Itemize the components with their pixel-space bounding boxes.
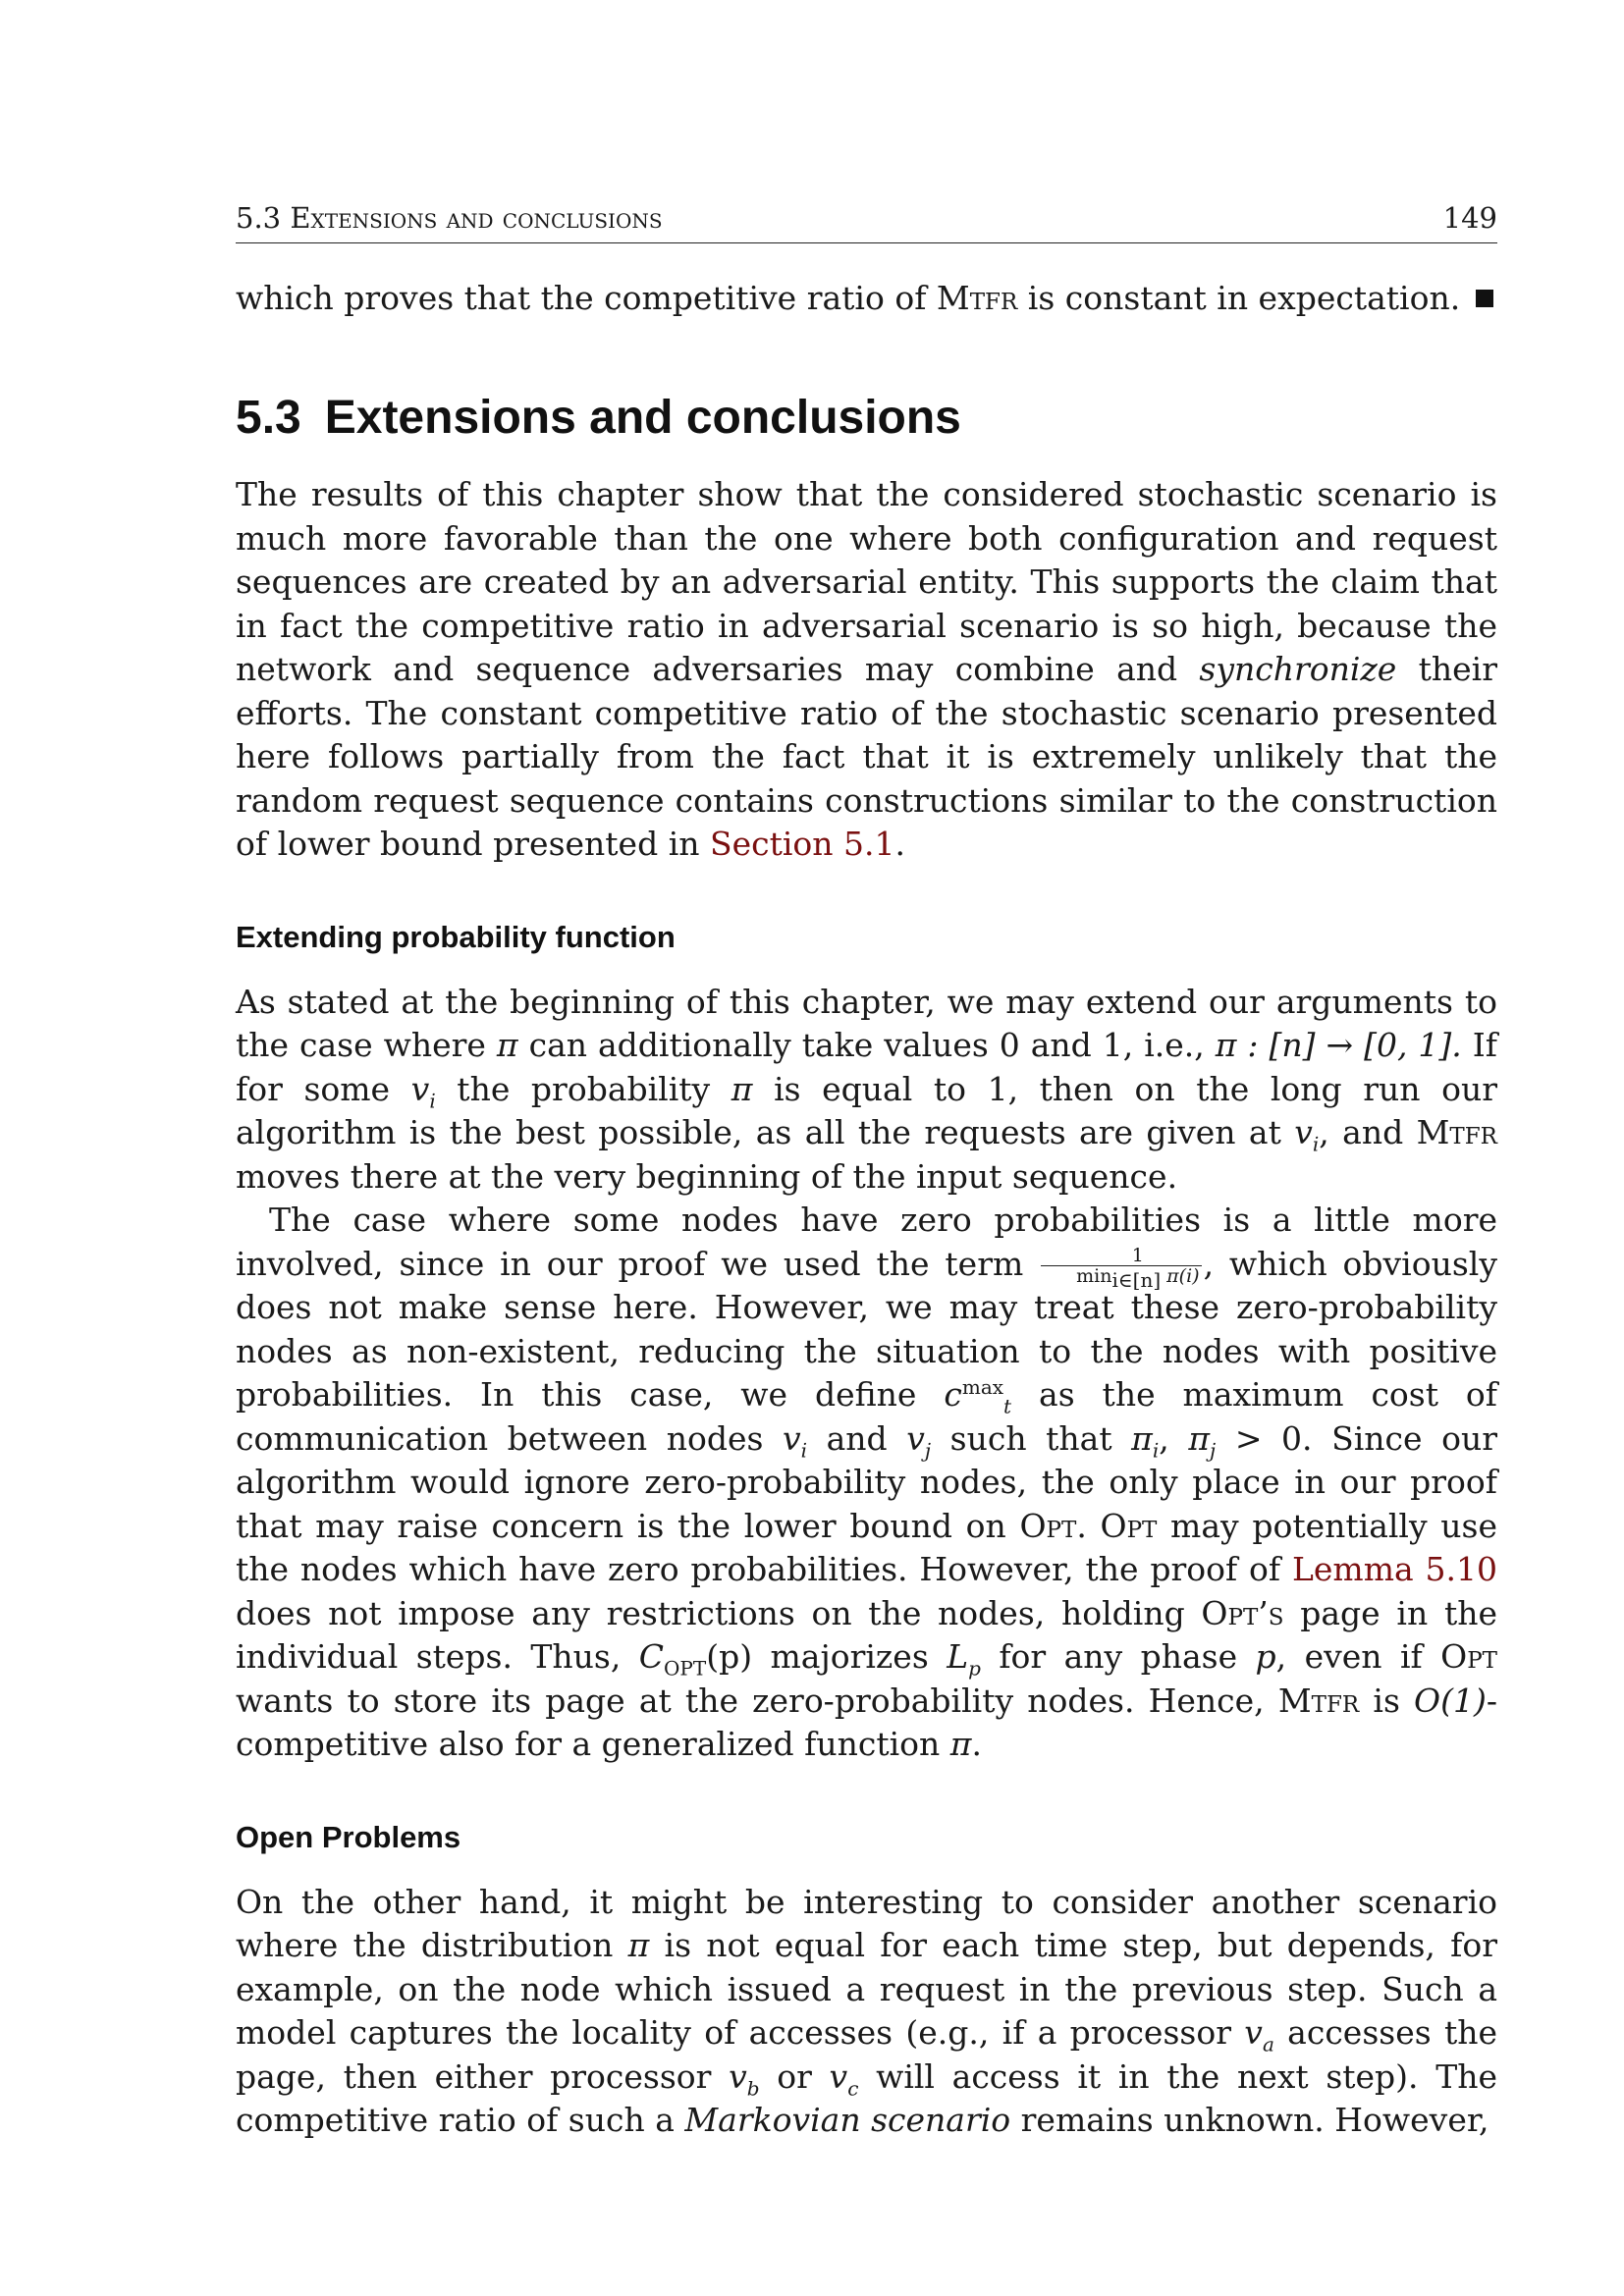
subheading-open-problems: Open Problems (236, 1819, 461, 1854)
paragraph-zero-probability: The case where some nodes have zero probabilities is a little more involved, since in our proof we used the term $\frac{1}{\min_{i\in[n]} \pi(i)}$ , which obviously does not make sense here. However, we may treat these zero-probability nodes as non-existent, reducing the situation to the nodes with positive probabilities. In this case, we define $c^{max}_t$ as the maximum cost of communication between nodes $v_i$ and $v_j$ such that $\pi_i$, $\pi_j > 0$. Since our algorithm would ignore zero-probability nodes, the only place in our proof that may raise concern is the lower bound on Opt. Opt may potentially use the nodes which have zero probabilities. However, the proof of Lemma 5.10 does not impose any restrictions on the nodes, holding Opt’s page in the individual steps. Thus, $C_{OPT}(p)$ majorizes $L_p$ for any phase p, even if Opt wants to store its page at the zero-probability nodes. Hence, Mtfr is O(1)-competitive also for a generalized function π. (236, 1201, 1498, 1763)
proof-end-line (236, 277, 1497, 320)
header-section: 5.3 Extensions and conclusions (236, 201, 663, 235)
lemma-5-10-link[interactable]: Lemma 5.10 (1291, 1550, 1497, 1588)
section-title: Extensions and conclusions (324, 392, 961, 444)
paragraph-extending: As stated at the beginning of this chapter, we may extend our arguments to the case where π can additionally take values 0 and 1, i.e., π : [n] → [0, 1]. If for some $v_i$ the probability π is equal to 1, then on the long run our algorithm is the best possible, as all the requests are given at $v_i$, and Mtfr moves there at the very beginning of the input sequence. (236, 982, 1498, 1196)
section-number: 5.3 (236, 392, 301, 444)
subheading-extending: Extending probability function (236, 919, 676, 954)
page (236, 201, 1497, 2143)
paragraph-results: The results of this chapter show that the considered stochastic scenario is much more favorable than the one where both configuration and request sequences are created by an adversarial entity. This supports the claim that in fact the competitive ratio in adversarial scenario is so high, because the network and sequence adversaries may combine and synchronize their efforts. The constant competitive ratio of the stochastic scenario presented here follows partially from the fact that it is extremely unlikely that the random request sequence contains constructions similar to the construction of lower bound presented in Section 5.1. (236, 475, 1497, 863)
proof-end-text: which proves that the competitive ratio of Mtfr is constant in expectation. (236, 279, 1461, 317)
paragraph-open-problems: On the other hand, it might be interesting to consider another scenario where the distribution π is not equal for each time step, but depends, for example, on the node which issued a request in the previous step. Such a model captures the locality of accesses (e.g., if a processor $v_a$ accesses the page, then either processor $v_b$ or $v_c$ will access it in the next step). The competitive ratio of such a Markovian scenario remains unknown. However, (236, 1882, 1498, 2139)
fraction-term: $\frac{1}{\min_{i\in[n]} \pi(i)}$ (1041, 1246, 1201, 1286)
running-header (236, 201, 1497, 243)
section-heading (236, 391, 1497, 446)
section-5-1-link[interactable]: Section 5.1 (710, 825, 895, 863)
page-number: 149 (1442, 201, 1497, 235)
qed-square-icon (1476, 290, 1493, 307)
